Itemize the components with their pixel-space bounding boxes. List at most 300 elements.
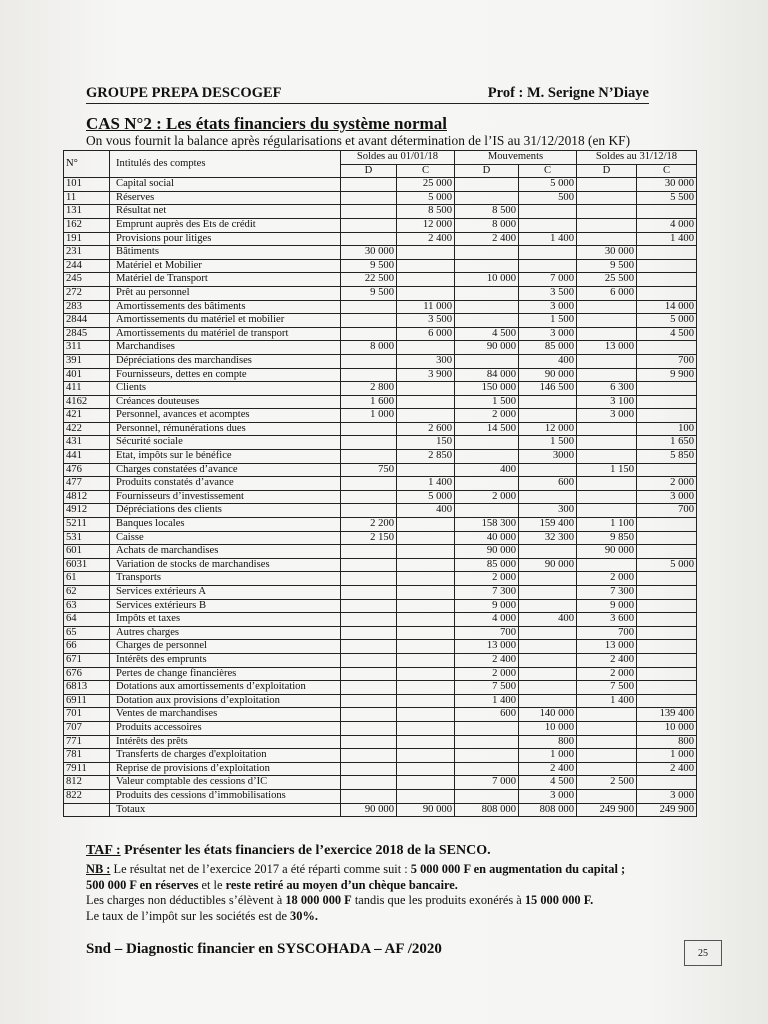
account-number: 771 xyxy=(64,735,110,749)
amount-cell xyxy=(637,259,697,273)
amount-cell: 146 500 xyxy=(519,382,577,396)
amount-cell xyxy=(637,681,697,695)
amount-cell xyxy=(341,504,397,518)
amount-cell: 13 000 xyxy=(577,341,637,355)
account-number: 2844 xyxy=(64,314,110,328)
amount-cell: 2 500 xyxy=(577,776,637,790)
amount-cell xyxy=(577,314,637,328)
amount-cell: 400 xyxy=(519,354,577,368)
amount-cell: 1 500 xyxy=(519,314,577,328)
amount-cell: 700 xyxy=(455,626,519,640)
table-row xyxy=(64,178,697,192)
amount-cell: 800 xyxy=(519,735,577,749)
table-row xyxy=(64,218,697,232)
amount-cell xyxy=(637,395,697,409)
amount-cell xyxy=(341,708,397,722)
amount-cell: 2 200 xyxy=(341,518,397,532)
amount-cell: 84 000 xyxy=(455,368,519,382)
amount-cell: 600 xyxy=(519,477,577,491)
amount-cell: 1 100 xyxy=(577,518,637,532)
amount-cell: 2 000 xyxy=(577,667,637,681)
amount-cell xyxy=(577,218,637,232)
amount-cell: 90 000 xyxy=(519,368,577,382)
amount-cell xyxy=(577,422,637,436)
account-label: Caisse xyxy=(110,531,341,545)
amount-cell xyxy=(341,789,397,803)
table-row xyxy=(64,368,697,382)
account-number: 65 xyxy=(64,626,110,640)
amount-cell: 808 000 xyxy=(455,803,519,817)
totals-row xyxy=(64,803,697,817)
amount-cell xyxy=(577,762,637,776)
case-title: CAS N°2 : Les états financiers du système normal xyxy=(86,114,447,133)
table-row xyxy=(64,558,697,572)
amount-cell xyxy=(519,599,577,613)
amount-cell: 7 500 xyxy=(455,681,519,695)
table-row xyxy=(64,422,697,436)
account-label: Capital social xyxy=(110,178,341,192)
amount-cell xyxy=(519,259,577,273)
amount-cell: 5 500 xyxy=(637,191,697,205)
account-number xyxy=(64,803,110,817)
intro-text: On vous fournit la balance après régularisations et avant détermination de l’IS au 31/12/2018 (en KF) xyxy=(86,133,631,148)
amount-cell: 5 000 xyxy=(397,191,455,205)
table-row xyxy=(64,314,697,328)
table-row xyxy=(64,504,697,518)
amount-cell xyxy=(397,694,455,708)
amount-cell: 7 500 xyxy=(577,681,637,695)
note-text: Le résultat net de l’exercice 2017 a été réparti comme suit : xyxy=(113,862,411,876)
amount-cell: 4 500 xyxy=(455,327,519,341)
amount-cell xyxy=(577,191,637,205)
amount-cell: 700 xyxy=(637,354,697,368)
page-number: 25 xyxy=(684,940,722,966)
amount-cell: 10 000 xyxy=(519,721,577,735)
amount-cell xyxy=(341,450,397,464)
amount-cell xyxy=(637,286,697,300)
account-label: Services extérieurs B xyxy=(110,599,341,613)
amount-cell xyxy=(397,382,455,396)
amount-cell xyxy=(397,749,455,763)
amount-cell: 1 400 xyxy=(519,232,577,246)
account-label: Variation de stocks de marchandises xyxy=(110,558,341,572)
table-row xyxy=(64,191,697,205)
account-number: 477 xyxy=(64,477,110,491)
amount-cell xyxy=(637,626,697,640)
amount-cell: 1 500 xyxy=(519,436,577,450)
amount-cell: 4 000 xyxy=(637,218,697,232)
amount-cell: 1 400 xyxy=(637,232,697,246)
amount-cell xyxy=(577,205,637,219)
table-row xyxy=(64,749,697,763)
account-number: 531 xyxy=(64,531,110,545)
account-label: Impôts et taxes xyxy=(110,613,341,627)
table-row xyxy=(64,409,697,423)
table-row xyxy=(64,626,697,640)
account-number: 4912 xyxy=(64,504,110,518)
table-row xyxy=(64,640,697,654)
amount-cell: 3 600 xyxy=(577,613,637,627)
amount-cell xyxy=(577,708,637,722)
account-number: 671 xyxy=(64,653,110,667)
amount-cell: 14 500 xyxy=(455,422,519,436)
account-label: Provisions pour litiges xyxy=(110,232,341,246)
amount-cell: 3 100 xyxy=(577,395,637,409)
amount-cell xyxy=(397,518,455,532)
account-number: 66 xyxy=(64,640,110,654)
amount-cell: 249 900 xyxy=(577,803,637,817)
amount-cell xyxy=(637,599,697,613)
amount-cell xyxy=(341,599,397,613)
amount-cell xyxy=(637,341,697,355)
col-group-closing: Soldes au 31/12/18 xyxy=(577,151,697,165)
amount-cell xyxy=(341,232,397,246)
amount-cell xyxy=(397,735,455,749)
table-row xyxy=(64,341,697,355)
amount-cell: 1 650 xyxy=(637,436,697,450)
amount-cell xyxy=(341,178,397,192)
amount-cell xyxy=(519,218,577,232)
account-number: 11 xyxy=(64,191,110,205)
note-emphasis: reste retiré au moyen d’un chèque bancaire. xyxy=(225,877,458,892)
amount-cell: 3 900 xyxy=(397,368,455,382)
amount-cell: 5 000 xyxy=(519,178,577,192)
amount-cell: 90 000 xyxy=(397,803,455,817)
amount-cell xyxy=(637,382,697,396)
amount-cell: 2 400 xyxy=(455,232,519,246)
amount-cell: 400 xyxy=(519,613,577,627)
account-label: Sécurité sociale xyxy=(110,436,341,450)
amount-cell xyxy=(341,490,397,504)
amount-cell xyxy=(397,531,455,545)
table-row xyxy=(64,653,697,667)
amount-cell: 2 000 xyxy=(455,572,519,586)
amount-cell xyxy=(519,246,577,260)
amount-cell xyxy=(455,354,519,368)
amount-cell xyxy=(637,463,697,477)
amount-cell xyxy=(341,694,397,708)
account-label: Dotation aux provisions d’exploitation xyxy=(110,694,341,708)
amount-cell: 25 000 xyxy=(397,178,455,192)
table-row xyxy=(64,490,697,504)
note-line-1 xyxy=(86,862,696,878)
account-number: 63 xyxy=(64,599,110,613)
amount-cell: 140 000 xyxy=(519,708,577,722)
account-label: Etat, impôts sur le bénéfice xyxy=(110,450,341,464)
table-row xyxy=(64,708,697,722)
table-row xyxy=(64,300,697,314)
table-row xyxy=(64,735,697,749)
taf-label: TAF : xyxy=(86,843,121,858)
amount-cell: 3 500 xyxy=(519,286,577,300)
amount-cell xyxy=(397,246,455,260)
amount-cell xyxy=(577,327,637,341)
table-row xyxy=(64,463,697,477)
account-label: Ventes de marchandises xyxy=(110,708,341,722)
amount-cell: 11 000 xyxy=(397,300,455,314)
amount-cell: 13 000 xyxy=(455,640,519,654)
amount-cell: 12 000 xyxy=(397,218,455,232)
col-header-number: N° xyxy=(64,151,110,178)
amount-cell: 9 500 xyxy=(341,259,397,273)
amount-cell xyxy=(341,749,397,763)
account-number: 245 xyxy=(64,273,110,287)
amount-cell xyxy=(341,300,397,314)
amount-cell: 10 000 xyxy=(637,721,697,735)
amount-cell: 9 850 xyxy=(577,531,637,545)
amount-cell xyxy=(577,178,637,192)
amount-cell xyxy=(397,558,455,572)
amount-cell xyxy=(577,749,637,763)
amount-cell xyxy=(637,694,697,708)
amount-cell: 7 000 xyxy=(519,273,577,287)
amount-cell: 14 000 xyxy=(637,300,697,314)
table-row xyxy=(64,205,697,219)
amount-cell: 8 500 xyxy=(455,205,519,219)
account-label: Achats de marchandises xyxy=(110,545,341,559)
amount-cell: 8 000 xyxy=(341,341,397,355)
amount-cell xyxy=(341,327,397,341)
amount-cell: 800 xyxy=(637,735,697,749)
amount-cell xyxy=(637,205,697,219)
table-row xyxy=(64,246,697,260)
amount-cell xyxy=(637,640,697,654)
amount-cell xyxy=(519,205,577,219)
amount-cell: 2 000 xyxy=(577,572,637,586)
account-label: Valeur comptable des cessions d’IC xyxy=(110,776,341,790)
amount-cell xyxy=(637,246,697,260)
amount-cell xyxy=(577,504,637,518)
amount-cell: 100 xyxy=(637,422,697,436)
table-row xyxy=(64,694,697,708)
amount-cell: 139 400 xyxy=(637,708,697,722)
account-number: 311 xyxy=(64,341,110,355)
amount-cell: 2 150 xyxy=(341,531,397,545)
account-label: Produits constatés d’avance xyxy=(110,477,341,491)
amount-cell: 85 000 xyxy=(455,558,519,572)
account-number: 7911 xyxy=(64,762,110,776)
amount-cell: 5 000 xyxy=(397,490,455,504)
amount-cell xyxy=(519,463,577,477)
amount-cell xyxy=(397,776,455,790)
amount-cell xyxy=(455,762,519,776)
table-row xyxy=(64,613,697,627)
amount-cell: 30 000 xyxy=(577,246,637,260)
amount-cell xyxy=(341,314,397,328)
amount-cell: 12 000 xyxy=(519,422,577,436)
amount-cell xyxy=(341,191,397,205)
amount-cell xyxy=(341,354,397,368)
amount-cell xyxy=(397,395,455,409)
amount-cell: 90 000 xyxy=(577,545,637,559)
amount-cell: 9 500 xyxy=(577,259,637,273)
amount-cell: 2 000 xyxy=(455,409,519,423)
table-row xyxy=(64,518,697,532)
amount-cell: 3 000 xyxy=(577,409,637,423)
amount-cell: 9 000 xyxy=(455,599,519,613)
amount-cell xyxy=(637,545,697,559)
amount-cell xyxy=(397,613,455,627)
amount-cell xyxy=(637,409,697,423)
amount-cell: 600 xyxy=(455,708,519,722)
amount-cell xyxy=(397,708,455,722)
amount-cell: 300 xyxy=(397,354,455,368)
account-label: Dépréciations des marchandises xyxy=(110,354,341,368)
amount-cell: 400 xyxy=(397,504,455,518)
amount-cell: 150 xyxy=(397,436,455,450)
amount-cell xyxy=(577,436,637,450)
account-label: Dotations aux amortissements d’exploitation xyxy=(110,681,341,695)
amount-cell xyxy=(577,368,637,382)
table-row xyxy=(64,667,697,681)
table-row xyxy=(64,572,697,586)
amount-cell: 1 000 xyxy=(519,749,577,763)
amount-cell xyxy=(341,681,397,695)
col-header-label: Intitulés des comptes xyxy=(110,151,341,178)
table-row xyxy=(64,762,697,776)
amount-cell xyxy=(341,640,397,654)
amount-cell xyxy=(397,667,455,681)
taf-instruction xyxy=(86,843,491,859)
col-sub-credit: C xyxy=(519,164,577,178)
header-professor: Prof : M. Serigne N’Diaye xyxy=(487,85,649,101)
page-header xyxy=(86,85,649,104)
amount-cell: 2 800 xyxy=(341,382,397,396)
note-label: NB : xyxy=(86,862,111,876)
amount-cell xyxy=(577,450,637,464)
amount-cell xyxy=(455,286,519,300)
amount-cell xyxy=(455,436,519,450)
amount-cell xyxy=(397,409,455,423)
amount-cell xyxy=(341,572,397,586)
amount-cell: 90 000 xyxy=(455,341,519,355)
amount-cell: 3 000 xyxy=(637,789,697,803)
amount-cell: 2 000 xyxy=(455,490,519,504)
amount-cell: 158 300 xyxy=(455,518,519,532)
account-label: Matériel de Transport xyxy=(110,273,341,287)
amount-cell xyxy=(519,545,577,559)
amount-cell xyxy=(341,218,397,232)
account-label: Reprise de provisions d’exploitation xyxy=(110,762,341,776)
amount-cell xyxy=(455,749,519,763)
amount-cell: 4 000 xyxy=(455,613,519,627)
account-label: Totaux xyxy=(110,803,341,817)
trial-balance-table xyxy=(63,150,697,817)
amount-cell: 4 500 xyxy=(519,776,577,790)
account-number: 61 xyxy=(64,572,110,586)
amount-cell: 6 300 xyxy=(577,382,637,396)
page-footer: Snd – Diagnostic financier en SYSCOHADA – AF /2020 xyxy=(86,941,442,957)
account-number: 231 xyxy=(64,246,110,260)
account-label: Dépréciations des clients xyxy=(110,504,341,518)
amount-cell: 4 500 xyxy=(637,327,697,341)
amount-cell: 3 000 xyxy=(637,490,697,504)
amount-cell: 1 000 xyxy=(341,409,397,423)
amount-cell: 1 400 xyxy=(455,694,519,708)
table-row xyxy=(64,776,697,790)
table-row xyxy=(64,531,697,545)
account-number: 707 xyxy=(64,721,110,735)
amount-cell xyxy=(341,368,397,382)
table-row xyxy=(64,545,697,559)
amount-cell: 500 xyxy=(519,191,577,205)
amount-cell: 750 xyxy=(341,463,397,477)
amount-cell: 2 000 xyxy=(455,667,519,681)
table-row xyxy=(64,259,697,273)
amount-cell xyxy=(637,531,697,545)
account-number: 5211 xyxy=(64,518,110,532)
amount-cell xyxy=(455,477,519,491)
account-number: 191 xyxy=(64,232,110,246)
amount-cell: 2 400 xyxy=(577,653,637,667)
col-sub-debit: D xyxy=(577,164,637,178)
account-label: Transports xyxy=(110,572,341,586)
account-label: Banques locales xyxy=(110,518,341,532)
amount-cell: 1 400 xyxy=(577,694,637,708)
amount-cell: 2 400 xyxy=(397,232,455,246)
amount-cell xyxy=(519,640,577,654)
amount-cell: 9 500 xyxy=(341,286,397,300)
amount-cell: 32 300 xyxy=(519,531,577,545)
account-number: 601 xyxy=(64,545,110,559)
amount-cell xyxy=(577,735,637,749)
table-row xyxy=(64,477,697,491)
amount-cell xyxy=(455,300,519,314)
amount-cell xyxy=(455,789,519,803)
note-line-2 xyxy=(86,878,696,894)
amount-cell xyxy=(455,450,519,464)
amount-cell: 30 000 xyxy=(637,178,697,192)
amount-cell: 22 500 xyxy=(341,273,397,287)
amount-cell: 5 000 xyxy=(637,314,697,328)
account-label: Amortissements du matériel et mobilier xyxy=(110,314,341,328)
amount-cell xyxy=(341,558,397,572)
amount-cell xyxy=(341,477,397,491)
col-sub-credit: C xyxy=(397,164,455,178)
amount-cell: 3 000 xyxy=(519,327,577,341)
amount-cell: 13 000 xyxy=(577,640,637,654)
account-number: 812 xyxy=(64,776,110,790)
amount-cell xyxy=(637,776,697,790)
amount-cell: 7 300 xyxy=(577,586,637,600)
amount-cell xyxy=(455,246,519,260)
account-number: 431 xyxy=(64,436,110,450)
amount-cell xyxy=(455,504,519,518)
note-text: tandis que les produits exonérés à xyxy=(351,893,525,907)
amount-cell xyxy=(341,762,397,776)
amount-cell: 90 000 xyxy=(519,558,577,572)
col-sub-credit: C xyxy=(637,164,697,178)
amount-cell: 700 xyxy=(577,626,637,640)
note-emphasis: 500 000 F en réserves xyxy=(86,877,199,892)
amount-cell xyxy=(397,586,455,600)
account-label: Personnel, avances et acomptes xyxy=(110,409,341,423)
note-emphasis: 15 000 000 F. xyxy=(524,893,594,907)
note-text: Les charges non déductibles s’élèvent à xyxy=(86,893,286,907)
account-number: 283 xyxy=(64,300,110,314)
amount-cell xyxy=(341,545,397,559)
amount-cell: 25 500 xyxy=(577,273,637,287)
amount-cell: 1 500 xyxy=(455,395,519,409)
amount-cell xyxy=(455,178,519,192)
account-label: Produits des cessions d’immobilisations xyxy=(110,789,341,803)
amount-cell xyxy=(455,259,519,273)
note-line-4 xyxy=(86,909,696,925)
amount-cell xyxy=(397,259,455,273)
amount-cell xyxy=(637,586,697,600)
amount-cell: 8 500 xyxy=(397,205,455,219)
amount-cell xyxy=(455,735,519,749)
